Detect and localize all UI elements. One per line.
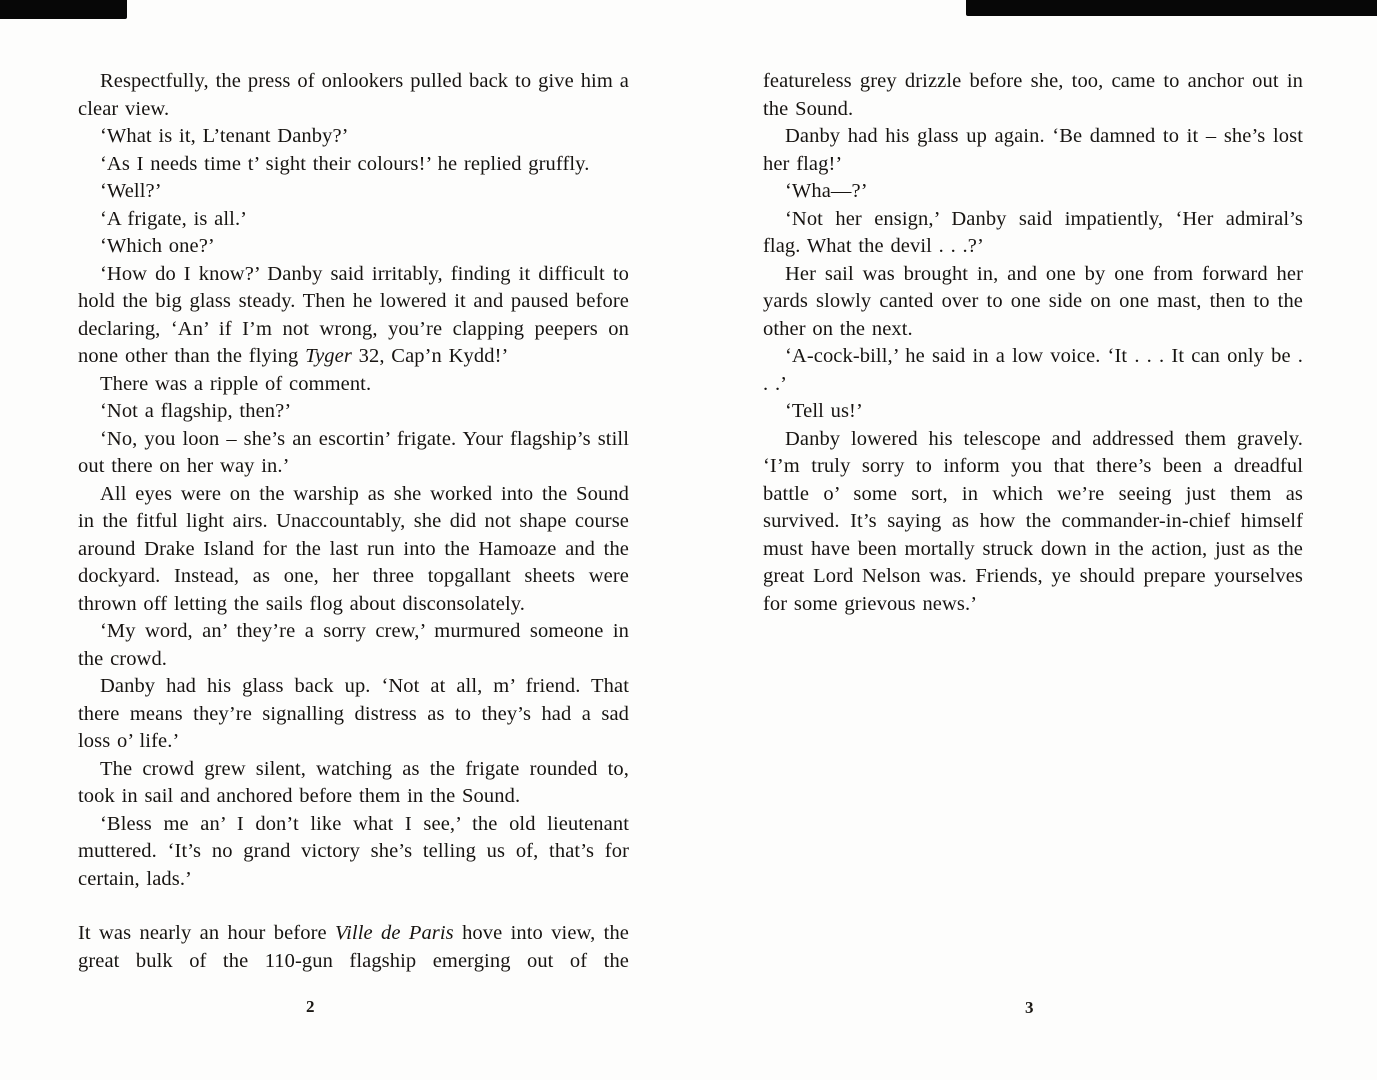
paragraph [763, 261, 1303, 344]
page-right-text [763, 68, 1303, 618]
text-run: ‘No, you loon – she’s an escortin’ frigate. Your flagship’s still out there on her way in.’ [78, 427, 629, 477]
page-right-number: 3 [1025, 998, 1034, 1017]
text-run: The crowd grew silent, watching as the frigate rounded to, took in sail and anchored before them in the Sound. [78, 757, 629, 807]
paragraph [763, 206, 1303, 261]
paragraph [78, 371, 629, 399]
text-run: 32, Cap’n Kydd!’ [351, 345, 509, 367]
paragraph [763, 426, 1303, 619]
text-run: Respectfully, the press of onlookers pulled back to give him a clear view. [78, 70, 629, 120]
paragraph [78, 398, 629, 426]
paragraph [78, 261, 629, 371]
text-run: Danby had his glass back up. ‘Not at all, m’ friend. That there means they’re signalling distress as to they’s had a sad loss o’ life.’ [78, 675, 629, 752]
paragraph [78, 233, 629, 261]
text-run: featureless grey drizzle before she, too, came to anchor out in the Sound. [763, 70, 1303, 120]
page-left-text [78, 68, 629, 975]
ship-name-italic: Tyger [305, 345, 352, 367]
paragraph [78, 756, 629, 811]
text-run: ‘As I needs time t’ sight their colours!’ he replied gruffly. [100, 152, 590, 175]
text-run: hove into view, the great bulk of the 110-gun flagship emerging out of the [78, 922, 629, 972]
paragraph [78, 481, 629, 619]
paragraph [78, 123, 629, 151]
text-run: It was nearly an hour before [78, 922, 335, 944]
paragraph [763, 123, 1303, 178]
text-run: There was a ripple of comment. [100, 372, 372, 395]
text-run: ‘My word, an’ they’re a sorry crew,’ murmured someone in the crowd. [78, 620, 629, 670]
paragraph [78, 920, 629, 975]
paragraph [78, 811, 629, 894]
text-run: ‘Tell us!’ [785, 400, 863, 422]
text-run: ‘A-cock-bill,’ he said in a low voice. ‘It . . . It can only be . . .’ [763, 345, 1303, 395]
scan-artifact-bar-left [0, 0, 127, 19]
paragraph [763, 398, 1303, 426]
text-run: ‘Bless me an’ I don’t like what I see,’ the old lieutenant muttered. ‘It’s no grand victory she’s telling us of, that’s for certain, lads.’ [78, 812, 629, 890]
text-run: ‘What is it, L’tenant Danby?’ [100, 125, 349, 147]
paragraph [78, 426, 629, 481]
paragraph [78, 206, 629, 234]
paragraph [78, 618, 629, 673]
text-run: ‘Which one?’ [100, 235, 215, 257]
paragraph [78, 68, 629, 123]
text-run: ‘A frigate, is all.’ [100, 207, 248, 230]
paragraph [78, 151, 629, 179]
text-run: Danby lowered his telescope and addressed them gravely. ‘I’m truly sorry to inform you that there’s been a dreadful battle o’ some sort, in which we’re seeing just them as survived. It’s saying as how the commander-in-chief himself must have been mortally struck down in the action, just as the great Lord Nelson was. Friends, ye should prepare yourselves for some grievous news.’ [763, 427, 1303, 615]
page-left-number: 2 [306, 997, 315, 1016]
scan-artifact-bar-right [966, 0, 1377, 16]
paragraph [763, 68, 1303, 123]
text-run: ‘Not a flagship, then?’ [100, 400, 292, 422]
text-run: Her sail was brought in, and one by one from forward her yards slowly canted over to one side on one mast, then to the other on the next. [763, 262, 1303, 340]
paragraph [78, 178, 629, 206]
text-run: ‘How do I know?’ Danby said irritably, finding it difficult to hold the big glass steady. Then he lowered it and paused before declaring, ‘An’ if I’m not wrong, you’re clapping peepers on none other than the flying [78, 262, 629, 367]
text-run: Danby had his glass up again. ‘Be damned to it – she’s lost her flag!’ [763, 125, 1303, 175]
text-run: All eyes were on the warship as she worked into the Sound in the fitful light airs. Unaccountably, she did not shape course around Drake Island for the last run into the Hamoaze and the dockyard. Instead, as one, her three topgallant sheets were thrown off letting the sails flog about disconsolately. [78, 482, 629, 615]
paragraph [763, 343, 1303, 398]
text-run: ‘Not her ensign,’ Danby said impatiently, ‘Her admiral’s flag. What the devil . . .?’ [763, 207, 1303, 257]
paragraph [763, 178, 1303, 206]
ship-name-italic: Ville de Paris [335, 922, 454, 944]
paragraph [78, 673, 629, 756]
text-run: ‘Well?’ [100, 180, 162, 202]
text-run: ‘Wha—?’ [785, 180, 868, 202]
